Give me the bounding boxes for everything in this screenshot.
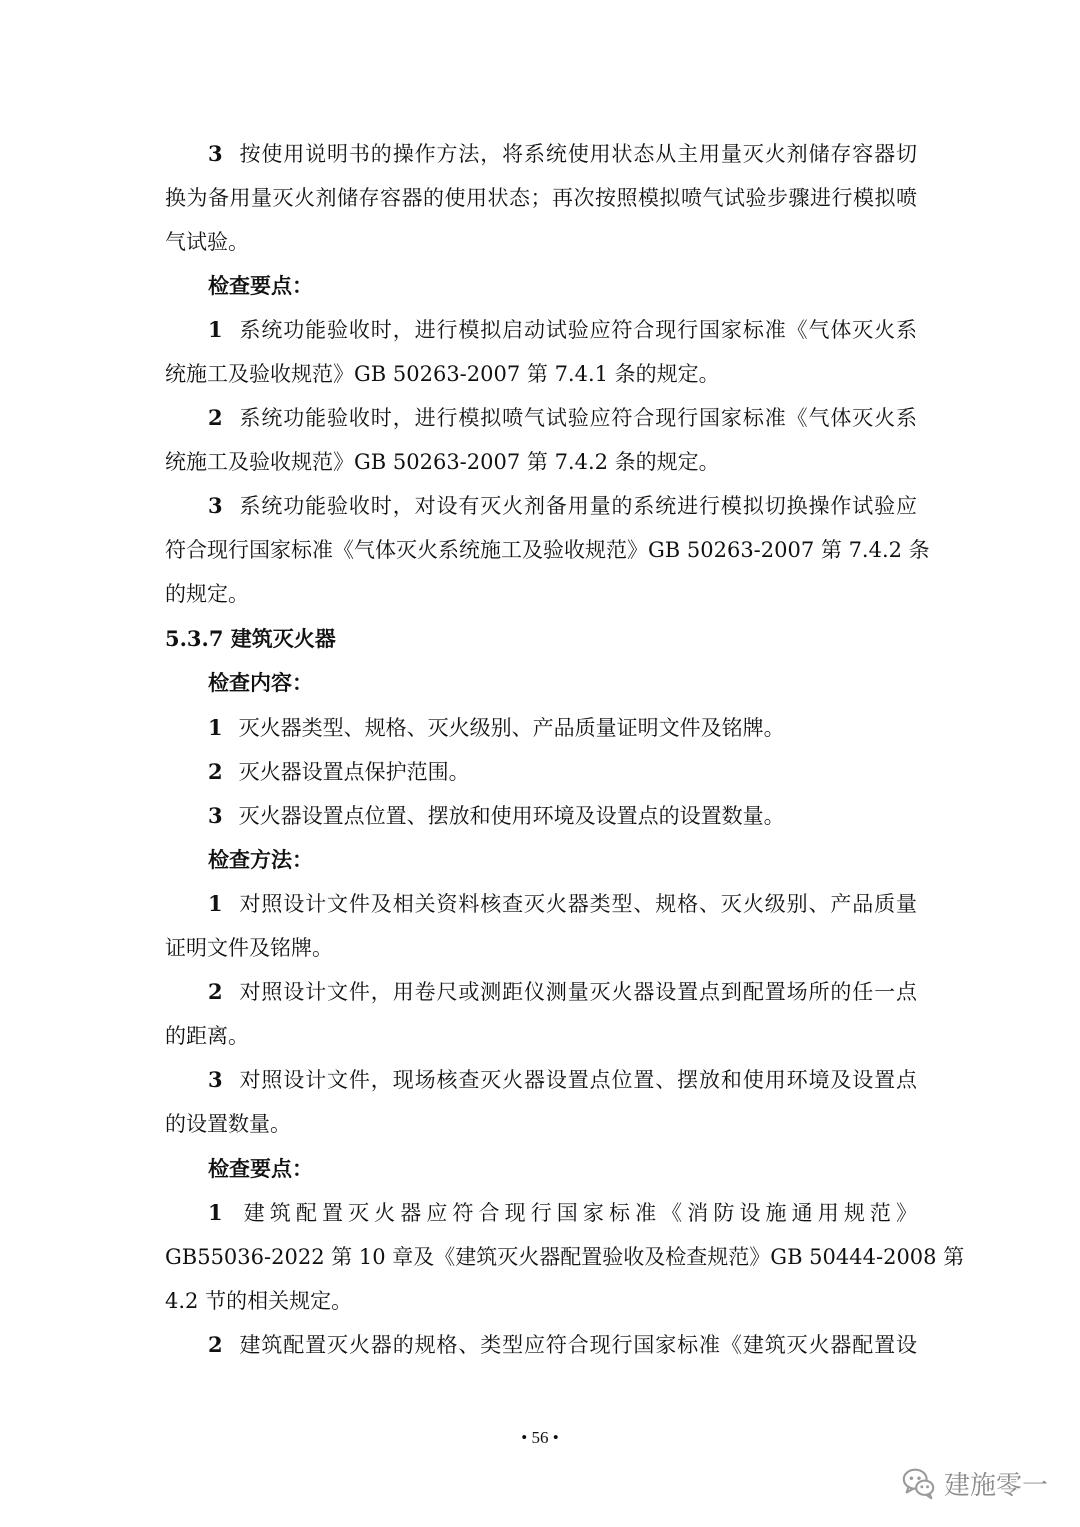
subheading: 检查要点： (208, 273, 313, 298)
paragraph-line: 符合现行国家标准《气体灭火系统施工及验收规范》GB 50263-2007 第 7.4.2 条 (165, 538, 930, 562)
section-heading: 5.3.7 建筑灭火器 (165, 626, 336, 651)
subheading: 检查要点： (208, 1156, 313, 1181)
paragraph-line: 的距离。 (165, 1024, 249, 1048)
page-number: • 56 • (521, 1428, 559, 1447)
paragraph-line: 换为备用量灭火剂储存容器的使用状态；再次按照模拟喷气试验步骤进行模拟喷 (165, 186, 917, 210)
paragraph-line: 2 建筑配置灭火器的规格、类型应符合现行国家标准《建筑灭火器配置设 (208, 1332, 917, 1357)
list-item: 1 灭火器类型、规格、灭火级别、产品质量证明文件及铭牌。 (208, 715, 785, 740)
paragraph-line: 3 系统功能验收时，对设有灭火剂备用量的系统进行模拟切换操作试验应 (208, 493, 917, 518)
list-item: 2 灭火器设置点保护范围。 (208, 759, 470, 784)
paragraph-line: 的规定。 (165, 582, 249, 606)
paragraph-line: 2 对照设计文件，用卷尺或测距仪测量灭火器设置点到配置场所的任一点 (208, 979, 917, 1004)
paragraph-line: 证明文件及铭牌。 (165, 936, 333, 960)
paragraph-line: 2 系统功能验收时，进行模拟喷气试验应符合现行国家标准《气体灭火系 (208, 405, 917, 430)
paragraph-line: 1 对照设计文件及相关资料核查灭火器类型、规格、灭火级别、产品质量 (208, 891, 917, 916)
paragraph-line: 1 系统功能验收时，进行模拟启动试验应符合现行国家标准《气体灭火系 (208, 317, 917, 342)
subheading: 检查内容： (208, 670, 313, 695)
list-item: 3 灭火器设置点位置、摆放和使用环境及设置点的设置数量。 (208, 803, 785, 828)
paragraph-line: 统施工及验收规范》GB 50263-2007 第 7.4.1 条的规定。 (165, 362, 720, 386)
paragraph-line: GB55036-2022 第 10 章及《建筑灭火器配置验收及检查规范》GB 50444-2008 第 (165, 1245, 965, 1269)
watermark-text: 建施零一 (944, 1470, 1049, 1501)
paragraph-line: 3 对照设计文件，现场核查灭火器设置点位置、摆放和使用环境及设置点 (208, 1067, 917, 1092)
subheading: 检查方法： (208, 847, 313, 872)
paragraph-line: 4.2 节的相关规定。 (165, 1289, 353, 1313)
paragraph-line: 的设置数量。 (165, 1112, 291, 1136)
paragraph-line: 1 建筑配置灭火器应符合现行国家标准《消防设施通用规范》 (208, 1200, 917, 1225)
watermark (900, 1458, 1070, 1508)
wechat-icon (900, 1464, 938, 1502)
paragraph-line: 统施工及验收规范》GB 50263-2007 第 7.4.2 条的规定。 (165, 450, 720, 474)
paragraph-line: 气试验。 (165, 230, 249, 254)
paragraph-line: 3 按使用说明书的操作方法，将系统使用状态从主用量灭火剂储存容器切 (208, 141, 917, 166)
